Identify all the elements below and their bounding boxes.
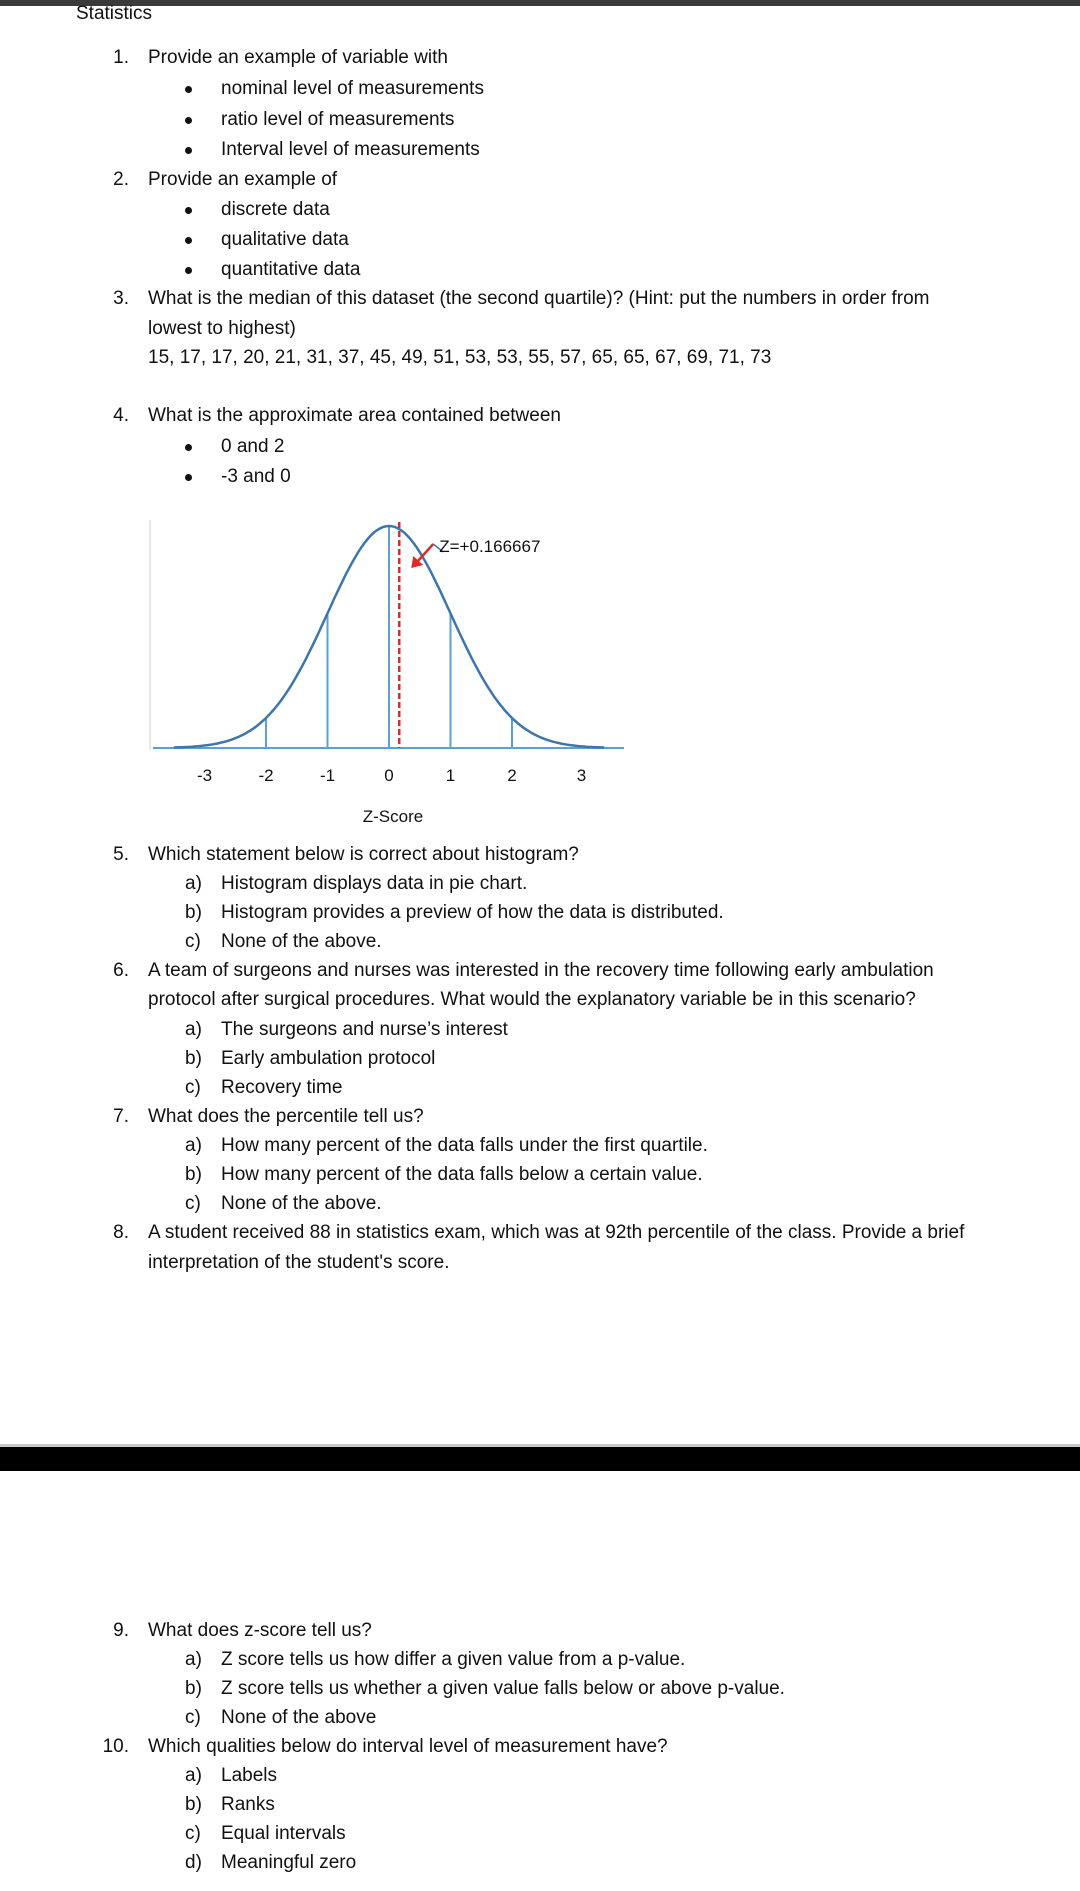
tick-label--1: -1: [319, 766, 336, 785]
q1-bullet-2: ratio level of measurements: [221, 109, 455, 130]
q9-option-b: Z score tells us whether a given value falls below or above p-value.: [221, 1678, 785, 1699]
q2-text: Provide an example of: [148, 169, 338, 190]
tick-label-3: 3: [576, 766, 587, 785]
q3-line-2: lowest to highest): [148, 318, 296, 339]
q5-option-letter: c): [185, 931, 201, 952]
q9-option-letter: c): [185, 1707, 201, 1728]
q10-option-c: Equal intervals: [221, 1823, 346, 1844]
q6-option-b: Early ambulation protocol: [221, 1048, 436, 1069]
q10-number: 10.: [102, 1736, 129, 1757]
q9-number: 9.: [113, 1620, 129, 1641]
x-axis-label: Z-Score: [362, 807, 424, 826]
q10-option-b: Ranks: [221, 1794, 275, 1815]
q5-option-letter: a): [185, 873, 202, 894]
q2-bullet-1: discrete data: [221, 199, 330, 220]
q1-number: 1.: [113, 47, 129, 68]
q7-option-letter: c): [185, 1193, 201, 1214]
q4-bullet-2: -3 and 0: [221, 466, 291, 487]
page-break-band: [0, 1447, 1080, 1471]
q10-option-letter: a): [185, 1765, 202, 1786]
z-marker-label: Z=+0.166667: [439, 537, 541, 556]
q2-bullet-2: qualitative data: [221, 229, 349, 250]
q4-text: What is the approximate area contained between: [148, 405, 561, 426]
q7-option-letter: b): [185, 1164, 202, 1185]
q3-number: 3.: [113, 288, 129, 309]
q10-option-letter: b): [185, 1794, 202, 1815]
tick-label--3: -3: [196, 766, 213, 785]
q10-text: Which qualities below do interval level of measurement have?: [148, 1736, 668, 1757]
q8-line-1: A student received 88 in statistics exam, which was at 92th percentile of the class. Provide a brief: [148, 1222, 965, 1243]
q4-bullet-1: 0 and 2: [221, 436, 285, 457]
q1-bullet-3: Interval level of measurements: [221, 139, 480, 160]
q6-line-1: A team of surgeons and nurses was interested in the recovery time following early ambulation: [148, 960, 934, 981]
q7-option-c: None of the above.: [221, 1193, 382, 1214]
q6-number: 6.: [113, 960, 129, 981]
q10-option-d: Meaningful zero: [221, 1852, 357, 1873]
tick-label-2: 2: [507, 766, 517, 785]
tick-label-0: 0: [384, 766, 394, 785]
q9-option-letter: a): [185, 1649, 202, 1670]
normal-curve-chart: [0, 0, 1080, 840]
q7-text: What does the percentile tell us?: [148, 1106, 424, 1127]
q8-number: 8.: [113, 1222, 129, 1243]
q9-option-c: None of the above: [221, 1707, 377, 1728]
q6-option-letter: a): [185, 1019, 202, 1040]
q4-number: 4.: [113, 405, 129, 426]
q5-option-letter: b): [185, 902, 202, 923]
q5-option-b: Histogram provides a preview of how the data is distributed.: [221, 902, 724, 923]
q5-number: 5.: [113, 844, 129, 865]
q6-option-c: Recovery time: [221, 1077, 343, 1098]
q7-option-b: How many percent of the data falls below a certain value.: [221, 1164, 703, 1185]
q6-option-a: The surgeons and nurse’s interest: [221, 1019, 508, 1040]
q6-option-letter: c): [185, 1077, 201, 1098]
q1-text: Provide an example of variable with: [148, 47, 448, 68]
page-title: Statistics: [76, 3, 153, 24]
tick-label-1: 1: [445, 766, 456, 785]
q2-number: 2.: [113, 169, 129, 190]
q5-option-c: None of the above.: [221, 931, 382, 952]
q1-bullet-1: nominal level of measurements: [221, 78, 484, 99]
q7-number: 7.: [113, 1106, 129, 1127]
q2-bullet-3: quantitative data: [221, 259, 361, 280]
q6-option-letter: b): [185, 1048, 202, 1069]
q10-option-a: Labels: [221, 1765, 277, 1786]
q7-option-letter: a): [185, 1135, 202, 1156]
q7-option-a: How many percent of the data falls under the first quartile.: [221, 1135, 708, 1156]
q9-text: What does z-score tell us?: [148, 1620, 372, 1641]
q8-line-2: interpretation of the student's score.: [148, 1252, 450, 1273]
q9-option-a: Z score tells us how differ a given value from a p-value.: [221, 1649, 686, 1670]
q9-option-letter: b): [185, 1678, 202, 1699]
q3-dataset: 15, 17, 17, 20, 21, 31, 37, 45, 49, 51, 53, 53, 55, 57, 65, 65, 67, 69, 71, 73: [148, 347, 772, 368]
q10-option-letter: c): [185, 1823, 201, 1844]
q5-option-a: Histogram displays data in pie chart.: [221, 873, 528, 894]
tick-label--2: -2: [258, 766, 274, 785]
q10-option-letter: d): [185, 1852, 202, 1873]
q3-line-1: What is the median of this dataset (the second quartile)? (Hint: put the numbers in order from: [148, 288, 930, 309]
q5-text: Which statement below is correct about histogram?: [148, 844, 579, 865]
q6-line-2: protocol after surgical procedures. What would the explanatory variable be in this scenario?: [148, 989, 916, 1010]
